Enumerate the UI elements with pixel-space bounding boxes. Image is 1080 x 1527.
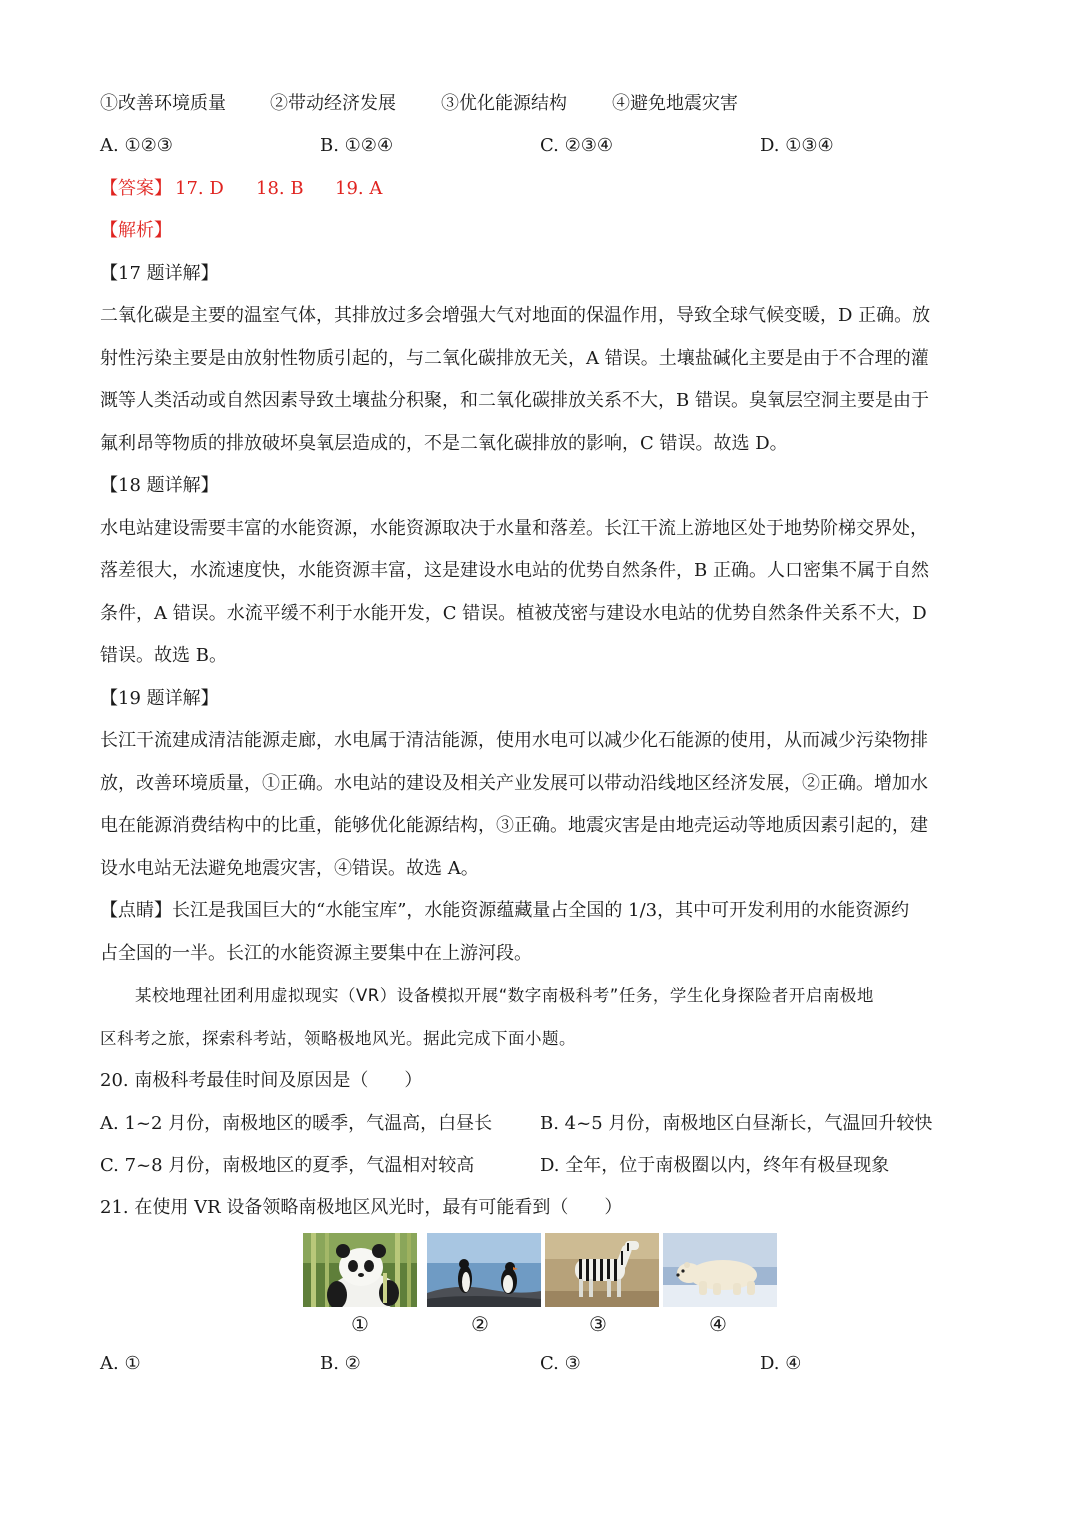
q18-heading: 【18 题详解】 — [100, 475, 219, 496]
q19-choice-b: B. ①②④ — [320, 135, 394, 156]
photo-caption: ④ — [709, 1312, 727, 1336]
answer-18: 18. B — [256, 178, 304, 199]
q18-line: 落差很大，水流速度快，水能资源丰富，这是建设水电站的优势自然条件，B 正确。人口密集不属于自然 — [100, 560, 929, 581]
panda-photo — [303, 1233, 417, 1307]
q19-line: 电在能源消费结构中的比重，能够优化能源结构，③正确。地震灾害是由地壳运动等地质因素引起的，建 — [100, 815, 928, 836]
q20-choice-a: A. 1~2 月份，南极地区的暖季，气温高，白昼长 — [100, 1113, 493, 1134]
polar-bear-photo — [663, 1233, 777, 1307]
photo-caption: ③ — [589, 1312, 607, 1336]
photo-caption: ① — [351, 1312, 369, 1336]
q17-line: 二氧化碳是主要的温室气体，其排放过多会增强大气对地面的保温作用，导致全球气候变暖，D 正确。放 — [100, 305, 931, 326]
answer-19: 19. A — [335, 178, 383, 199]
q21-stem: 21. 在使用 VR 设备领略南极地区风光时，最有可能看到（ ） — [100, 1197, 623, 1218]
q17-line: 溉等人类活动或自然因素导致土壤盐分积聚，和二氧化碳排放关系不大，B 错误。臭氧层空洞主要是由于 — [100, 390, 929, 411]
q19-item-1: ①改善环境质量 — [100, 93, 226, 114]
q19-item-4: ④避免地震灾害 — [612, 93, 738, 114]
photo-caption: ② — [471, 1312, 489, 1336]
q18-line: 条件，A 错误。水流平缓不利于水能开发，C 错误。植被茂密与建设水电站的优势自然条件关系不大，D — [100, 603, 927, 624]
zebra-photo — [545, 1233, 659, 1307]
q19-line: 设水电站无法避免地震灾害，④错误。故选 A。 — [100, 858, 479, 879]
penguins-photo — [427, 1233, 541, 1307]
q20-choice-d: D. 全年，位于南极圈以内，终年有极昼现象 — [540, 1155, 890, 1176]
q21-choice-a: A. ① — [100, 1353, 141, 1374]
answer-17: 17. D — [175, 178, 224, 199]
q21-choice-b: B. ② — [320, 1353, 361, 1374]
q19-choice-d: D. ①③④ — [760, 135, 834, 156]
q19-line: 长江干流建成清洁能源走廊，水电属于清洁能源，使用水电可以减少化石能源的使用，从而减少污染物排 — [100, 730, 928, 751]
q19-heading: 【19 题详解】 — [100, 688, 219, 709]
q17-line: 射性污染主要是由放射性物质引起的，与二氧化碳排放无关，A 错误。土壤盐碱化主要是由于不合理的灌 — [100, 348, 929, 369]
q19-item-2: ②带动经济发展 — [270, 93, 396, 114]
q17-heading: 【17 题详解】 — [100, 263, 219, 284]
q20-stem: 20. 南极科考最佳时间及原因是（ ） — [100, 1070, 423, 1091]
intro-line: 某校地理社团利用虚拟现实（VR）设备模拟开展“数字南极科考”任务，学生化身探险者开启南极地 — [135, 986, 874, 1005]
q21-choice-c: C. ③ — [540, 1353, 581, 1374]
q18-line: 水电站建设需要丰富的水能资源，水能资源取决于水量和落差。长江干流上游地区处于地势阶梯交界处， — [100, 518, 928, 539]
q17-line: 氟利昂等物质的排放破坏臭氧层造成的，不是二氧化碳排放的影响，C 错误。故选 D。 — [100, 433, 788, 454]
q19-item-3: ③优化能源结构 — [441, 93, 567, 114]
analysis-label: 【解析】 — [100, 220, 172, 241]
q19-line: 放，改善环境质量，①正确。水电站的建设及相关产业发展可以带动沿线地区经济发展，②正确。增加水 — [100, 773, 928, 794]
answer-label: 【答案】 — [100, 178, 172, 199]
intro-line: 区科考之旅，探索科考站，领略极地风光。据此完成下面小题。 — [100, 1029, 576, 1048]
q21-choice-d: D. ④ — [760, 1353, 802, 1374]
q19-choice-c: C. ②③④ — [540, 135, 613, 156]
q20-choice-c: C. 7~8 月份，南极地区的夏季，气温相对较高 — [100, 1155, 475, 1176]
q20-choice-b: B. 4~5 月份，南极地区白昼渐长，气温回升较快 — [540, 1113, 933, 1134]
q18-line: 错误。故选 B。 — [100, 645, 227, 666]
q19-choice-a: A. ①②③ — [100, 135, 173, 156]
dianjing-line: 占全国的一半。长江的水能资源主要集中在上游河段。 — [100, 943, 532, 964]
dianjing-line: 【点睛】长江是我国巨大的“水能宝库”，水能资源蕴藏量占全国的 1/3，其中可开发利用的水能资源约 — [100, 900, 910, 921]
